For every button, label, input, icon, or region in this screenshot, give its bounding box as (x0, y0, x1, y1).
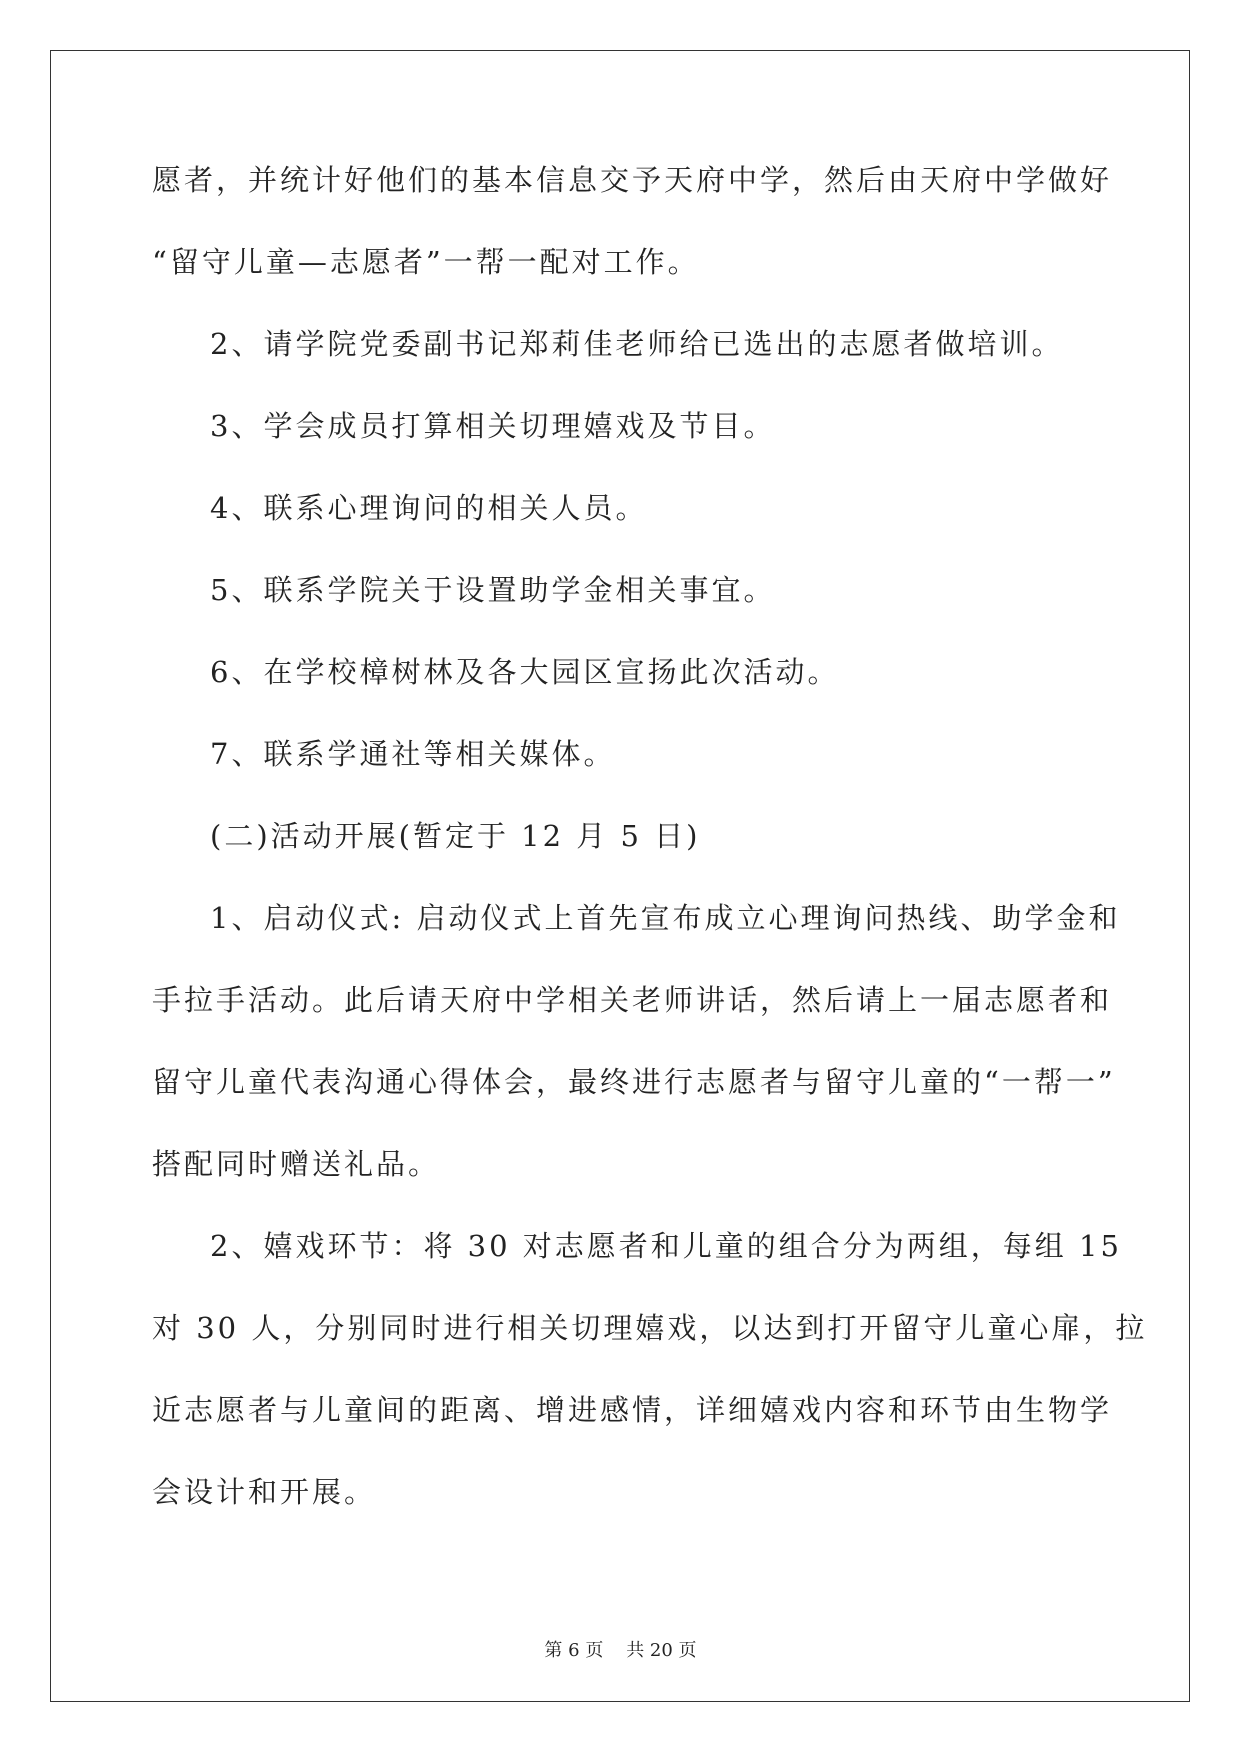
list-item: 4、联系心理询问的相关人员。 (210, 491, 648, 525)
paragraph-line: 会设计和开展。 (152, 1475, 377, 1509)
paragraph-line: “留守儿童—志愿者”一帮一配对工作。 (152, 245, 700, 279)
list-item: 2、请学院党委副书记郑莉佳老师给已选出的志愿者做培训。 (210, 327, 1064, 361)
paragraph-line: 近志愿者与儿童间的距离、增进感情，详细嬉戏内容和环节由生物学 (152, 1393, 1113, 1427)
paragraph-line: 愿者，并统计好他们的基本信息交予天府中学，然后由天府中学做好 (152, 163, 1113, 197)
list-item: 5、联系学院关于设置助学金相关事宜。 (210, 573, 776, 607)
section-heading: (二)活动开展(暂定于 12 月 5 日) (210, 819, 701, 853)
page-footer (0, 1636, 1241, 1662)
page-number: 第 6 页 共 20 页 (544, 1640, 697, 1661)
document-body (152, 160, 1148, 1554)
list-item: 7、联系学通社等相关媒体。 (210, 737, 616, 771)
list-item: 6、在学校樟树林及各大园区宣扬此次活动。 (210, 655, 840, 689)
paragraph-line: 对 30 人，分别同时进行相关切理嬉戏，以达到打开留守儿童心扉，拉 (152, 1311, 1148, 1345)
paragraph-line: 搭配同时赠送礼品。 (152, 1147, 441, 1181)
paragraph-line: 2、嬉戏环节：将 30 对志愿者和儿童的组合分为两组，每组 15 (210, 1229, 1122, 1263)
paragraph-line: 1、启动仪式: 启动仪式上首先宣布成立心理询问热线、助学金和 (210, 901, 1121, 935)
paragraph-line: 留守儿童代表沟通心得体会，最终进行志愿者与留守儿童的“一帮一” (152, 1065, 1116, 1099)
list-item: 3、学会成员打算相关切理嬉戏及节目。 (210, 409, 776, 443)
paragraph-line: 手拉手活动。此后请天府中学相关老师讲话，然后请上一届志愿者和 (152, 983, 1113, 1017)
